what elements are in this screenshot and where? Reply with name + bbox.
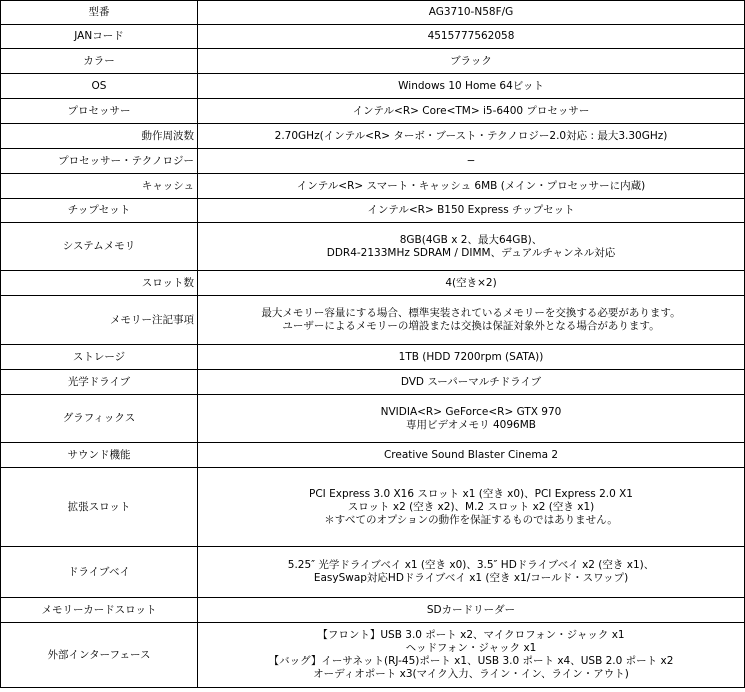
spec-row-sound [1, 443, 745, 468]
spec-row-cache [1, 174, 745, 199]
row-label: ドライブベイ [1, 547, 198, 598]
row-label: 型番 [1, 1, 198, 25]
row-value [198, 370, 745, 395]
value-line: SDカードリーダー [426, 603, 516, 616]
row-value [198, 547, 745, 598]
row-label: チップセット [1, 199, 198, 223]
spec-row-optical [1, 370, 745, 395]
row-label: メモリーカードスロット [1, 598, 198, 623]
row-label: 拡張スロット [1, 468, 198, 547]
row-label: グラフィックス [1, 395, 198, 443]
value-line: − [466, 154, 476, 167]
spec-row-color [1, 49, 745, 74]
row-value [198, 25, 745, 49]
row-value [198, 124, 745, 149]
value-line: Creative Sound Blaster Cinema 2 [383, 448, 559, 461]
row-value [198, 174, 745, 199]
value-line: 5.25″ 光学ドライブベイ x1 (空き x0)、3.5″ HDドライブベイ x2 (空き x1)、 [287, 559, 655, 571]
row-label: スロット数 [1, 271, 198, 296]
value-line: 【フロント】USB 3.0 ポート x2、マイクロフォン・ジャック x1 [317, 629, 625, 641]
spec-row-graphics [1, 395, 745, 443]
row-label: サウンド機能 [1, 443, 198, 468]
value-line: 専用ビデオメモリ 4096MB [405, 418, 536, 431]
row-value [198, 345, 745, 370]
value-line: ユーザーによるメモリーの増設または交換は保証対象外となる場合があります。 [282, 320, 660, 332]
row-value [198, 49, 745, 74]
value-line: AG3710-N58F/G [428, 6, 514, 18]
value-line: ＊すべてのオプションの動作を保証するものではありません。 [324, 513, 618, 526]
row-value [198, 199, 745, 223]
row-value [198, 271, 745, 296]
row-value [198, 223, 745, 271]
row-label: メモリー注記事項 [1, 296, 198, 345]
row-label: 外部インターフェース [1, 623, 198, 688]
value-line: スロット x2 (空き x2)、M.2 スロット x2 (空き x1) [347, 500, 595, 513]
spec-row-chipset [1, 199, 745, 223]
value-line: 【バッグ】イーサネット(RJ-45)ポート x1、USB 3.0 ポート x4、USB 2.0 ポート x2 [268, 655, 674, 667]
row-value [198, 623, 745, 688]
row-value [198, 99, 745, 124]
spec-row-card-slot [1, 598, 745, 623]
spec-row-processor [1, 99, 745, 124]
spec-row-slots [1, 271, 745, 296]
row-label: キャッシュ [1, 174, 198, 199]
value-line: 2.70GHz(インテル<R> ターボ・ブースト・テクノロジー2.0対応 : 最大3.30GHz) [274, 129, 668, 142]
spec-row-storage [1, 345, 745, 370]
spec-row-processor-tech [1, 149, 745, 174]
row-value [198, 1, 745, 25]
row-value [198, 395, 745, 443]
row-label: OS [1, 74, 198, 99]
row-value [198, 598, 745, 623]
value-line: Windows 10 Home 64ビット [398, 79, 544, 92]
row-label: プロセッサー・テクノロジー [1, 149, 198, 174]
value-line: インテル<R> スマート・キャッシュ 6MB (メイン・プロセッサーに内蔵) [296, 179, 646, 192]
row-value [198, 296, 745, 345]
row-label: カラー [1, 49, 198, 74]
row-label: ストレージ [1, 345, 198, 370]
value-line: インテル<R> Core<TM> i5-6400 プロセッサー [352, 104, 590, 117]
value-line: EasySwap対応HDドライブベイ x1 (空き x1/コールド・スワップ) [313, 572, 629, 584]
value-line: 最大メモリー容量にする場合、標準実装されているメモリーを交換する必要があります。 [261, 307, 681, 319]
spec-row-jan [1, 25, 745, 49]
value-line: DDR4-2133MHz SDRAM / DIMM、デュアルチャンネル対応 [326, 246, 616, 259]
row-label: プロセッサー [1, 99, 198, 124]
row-label: システムメモリ [1, 223, 198, 271]
value-line: ブラック [450, 54, 492, 67]
spec-row-drive-bay [1, 547, 745, 598]
row-value [198, 149, 745, 174]
value-line: DVD スーパーマルチドライブ [400, 375, 542, 388]
spec-row-system-memory [1, 223, 745, 271]
value-line: PCI Express 3.0 X16 スロット x1 (空き x0)、PCI Express 2.0 X1 [309, 487, 633, 500]
value-line: 4(空き×2) [445, 276, 497, 289]
spec-row-clock [1, 124, 745, 149]
value-line: オーディオポート x3(マイク入力、ライン・イン、ライン・アウト) [313, 668, 629, 680]
value-line: NVIDIA<R> GeForce<R> GTX 970 [380, 405, 562, 418]
row-value [198, 74, 745, 99]
spec-row-expansion [1, 468, 745, 547]
row-label: JANコード [1, 25, 198, 49]
spec-row-model [1, 1, 745, 25]
row-label: 光学ドライブ [1, 370, 198, 395]
value-line: 8GB(4GB x 2、最大64GB)、 [399, 233, 543, 246]
row-value [198, 468, 745, 547]
spec-row-os [1, 74, 745, 99]
spec-row-memory-notes [1, 296, 745, 345]
row-label: 動作周波数 [1, 124, 198, 149]
value-line: インテル<R> B150 Express チップセット [367, 204, 575, 216]
spec-row-external-interface [1, 623, 745, 688]
value-line: 4515777562058 [427, 30, 515, 42]
value-line: 1TB (HDD 7200rpm (SATA)) [398, 350, 544, 363]
row-value [198, 443, 745, 468]
value-line: ヘッドフォン・ジャック x1 [405, 642, 537, 654]
